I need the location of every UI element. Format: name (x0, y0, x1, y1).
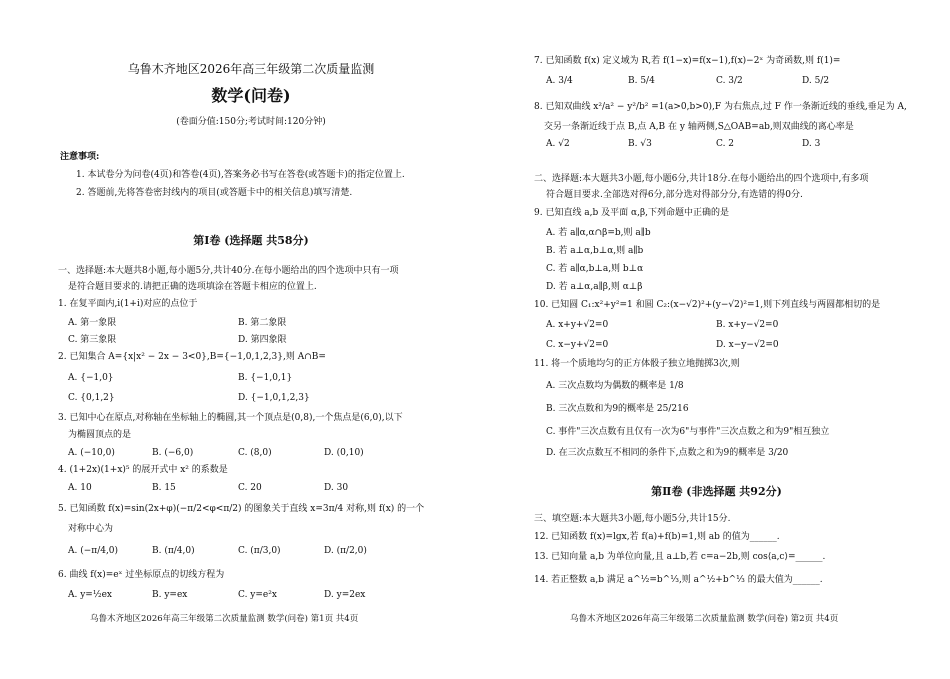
part-3-intro: 三、填空题:本大题共3小题,每小题5分,共计15分. (534, 514, 731, 524)
part-1-intro-cont: 是符合题目要求的.请把正确的选项填涂在答题卡相应的位置上. (68, 282, 317, 292)
q1-option-a: A. 第一象限 (68, 318, 117, 328)
page-footer: 乌鲁木齐地区2026年高三年级第二次质量监测 数学(问卷) 第2页 共4页 (570, 614, 839, 624)
q4-option-b: B. 15 (152, 483, 176, 493)
q8-option-b: B. √3 (628, 139, 652, 149)
note-1: 1. 本试卷分为问卷(4页)和答卷(4页),答案务必书写在答卷(或答题卡)的指定位置上. (76, 170, 405, 180)
question-1: 1. 在复平面内,i(1+i)对应的点位于 (58, 299, 198, 309)
q5-option-c: C. (π/3,0) (238, 546, 281, 556)
q7-option-a: A. 3/4 (546, 76, 573, 86)
question-5: 5. 已知函数 f(x)=sin(2x+φ)(−π/2<φ<π/2) 的图象关于直线 x=3π/4 对称,则 f(x) 的一个 (58, 504, 425, 514)
q3-option-c: C. (8,0) (238, 448, 272, 458)
q6-option-a: A. y=½ex (68, 590, 112, 600)
q8-option-a: A. √2 (546, 139, 570, 149)
question-9: 9. 已知直线 a,b 及平面 α,β,下列命题中正确的是 (534, 208, 730, 218)
part-2-intro: 二、选择题:本大题共3小题,每小题6分,共计18分.在每小题给出的四个选项中,有多项 (534, 174, 869, 184)
score-info: (卷面分值:150分;考试时间:120分钟) (176, 117, 326, 127)
q7-option-b: B. 5/4 (628, 76, 655, 86)
q10-option-b: B. x+y−√2=0 (716, 320, 779, 330)
q11-option-d: D. 在三次点数互不相同的条件下,点数之和为9的概率是 3/20 (546, 448, 789, 458)
question-14: 14. 若正整数 a,b 满足 a^½=b^⅓,则 a^½+b^⅓ 的最大值为______. (534, 575, 823, 585)
q5-option-b: B. (π/4,0) (152, 546, 195, 556)
page-footer: 乌鲁木齐地区2026年高三年级第二次质量监测 数学(问卷) 第1页 共4页 (90, 614, 359, 624)
q9-option-a: A. 若 a∥α,α∩β=b,则 a∥b (546, 228, 651, 238)
question-4: 4. (1+2x)(1+x)⁵ 的展开式中 x² 的系数是 (58, 465, 228, 475)
q9-option-b: B. 若 a⊥α,b⊥α,则 a∥b (546, 246, 644, 256)
part-2-intro-cont: 符合题目要求.全部选对得6分,部分选对得部分分,有选错的得0分. (546, 190, 803, 200)
section-1-title: 第Ⅰ卷 (选择题 共58分) (193, 234, 309, 247)
q8-option-c: C. 2 (716, 139, 735, 149)
q3-option-a: A. (−10,0) (68, 448, 115, 458)
q11-option-a: A. 三次点数均为偶数的概率是 1/8 (546, 381, 684, 391)
note-2: 2. 答题前,先将答卷密封线内的项目(或答题卡中的相关信息)填写清楚. (76, 188, 353, 198)
question-5-cont: 对称中心为 (68, 524, 114, 534)
question-7: 7. 已知函数 f(x) 定义域为 R,若 f(1−x)=f(x−1),f(x)−2ˣ 为奇函数,则 f(1)= (534, 56, 841, 66)
question-8-cont: 交另一条渐近线于点 B,点 A,B 在 y 轴两侧,S△OAB=ab,则双曲线的离心率是 (544, 122, 854, 132)
q10-option-d: D. x−y−√2=0 (716, 340, 779, 350)
exam-title: 乌鲁木齐地区2026年高三年级第二次质量监测 (127, 62, 375, 76)
q2-option-a: A. {−1,0} (68, 373, 114, 383)
notes-heading: 注意事项: (60, 152, 100, 162)
section-2-title: 第Ⅱ卷 (非选择题 共92分) (651, 485, 782, 498)
q2-option-d: D. {−1,0,1,2,3} (238, 393, 310, 403)
q7-option-c: C. 3/2 (716, 76, 743, 86)
q3-option-b: B. (−6,0) (152, 448, 194, 458)
q10-option-a: A. x+y+√2=0 (546, 320, 609, 330)
question-3-cont: 为椭圆顶点的是 (68, 430, 132, 440)
question-2: 2. 已知集合 A={x|x² − 2x − 3<0},B={−1,0,1,2,3},则 A∩B= (58, 352, 326, 362)
question-11: 11. 将一个质地均匀的正方体骰子独立地抛掷3次,则 (534, 359, 740, 369)
q1-option-c: C. 第三象限 (68, 335, 117, 345)
q5-option-a: A. (−π/4,0) (68, 546, 119, 556)
q2-option-b: B. {−1,0,1} (238, 373, 293, 383)
q3-option-d: D. (0,10) (324, 448, 364, 458)
q8-option-d: D. 3 (802, 139, 821, 149)
question-12: 12. 已知函数 f(x)=lgx,若 f(a)+f(b)=1,则 ab 的值为______. (534, 532, 780, 542)
q7-option-d: D. 5/2 (802, 76, 830, 86)
q11-option-b: B. 三次点数和为9的概率是 25/216 (546, 404, 689, 414)
q1-option-d: D. 第四象限 (238, 335, 287, 345)
exam-subtitle: 数学(问卷) (211, 86, 291, 105)
q6-option-b: B. y=ex (152, 590, 188, 600)
q10-option-c: C. x−y+√2=0 (546, 340, 609, 350)
q9-option-d: D. 若 a⊥α,a∥β,则 α⊥β (546, 282, 643, 292)
part-1-intro: 一、选择题:本大题共8小题,每小题5分,共计40分.在每小题给出的四个选项中只有一项 (58, 266, 399, 276)
q1-option-b: B. 第二象限 (238, 318, 287, 328)
question-13: 13. 已知向量 a,b 为单位向量,且 a⊥b,若 c=a−2b,则 cos⟨a,c⟩=______. (534, 552, 826, 562)
q2-option-c: C. {0,1,2} (68, 393, 115, 403)
q6-option-d: D. y=2ex (324, 590, 366, 600)
question-10: 10. 已知圆 C₁:x²+y²=1 和圆 C₂:(x−√2)²+(y−√2)²=1,则下列直线与两圆都相切的是 (534, 300, 881, 310)
q4-option-c: C. 20 (238, 483, 262, 493)
q5-option-d: D. (π/2,0) (324, 546, 367, 556)
q6-option-c: C. y=e²x (238, 590, 277, 600)
q4-option-d: D. 30 (324, 483, 349, 493)
question-8: 8. 已知双曲线 x²/a² − y²/b² =1(a>0,b>0),F 为右焦点,过 F 作一条渐近线的垂线,垂足为 A, (534, 102, 907, 112)
q11-option-c: C. 事件"三次点数有且仅有一次为6"与事件"三次点数之和为9"相互独立 (546, 427, 830, 437)
q4-option-a: A. 10 (68, 483, 92, 493)
question-6: 6. 曲线 f(x)=eˣ 过坐标原点的切线方程为 (58, 570, 225, 580)
q9-option-c: C. 若 a∥α,b⊥a,则 b⊥α (546, 264, 644, 274)
question-3: 3. 已知中心在原点,对称轴在坐标轴上的椭圆,其一个顶点是(0,8),一个焦点是(6,0),以下 (58, 413, 403, 423)
